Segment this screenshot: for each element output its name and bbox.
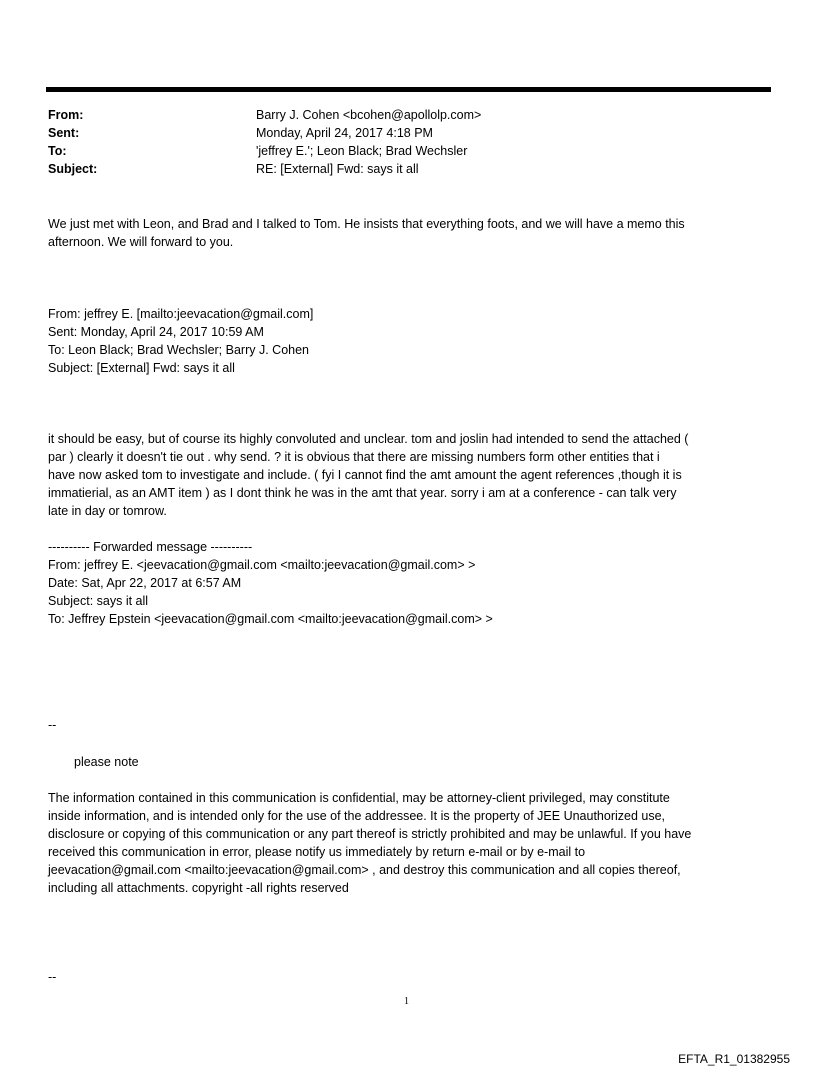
to-row — [48, 142, 768, 160]
subject-value: RE: [External] Fwd: says it all — [256, 162, 419, 176]
quoted-body-line: have now asked tom to investigate and include. ( fyi I cannot find the amt amount the agent references ,though it is — [48, 468, 682, 482]
subject-label: Subject: — [48, 162, 98, 176]
disclaimer-line: including all attachments. copyright -all rights reserved — [48, 881, 349, 895]
quoted-header — [48, 305, 768, 377]
quoted-from: From: jeffrey E. [mailto:jeevacation@gmail.com] — [48, 307, 314, 321]
forwarded-banner: ---------- Forwarded message ---------- — [48, 540, 253, 554]
disclaimer-line: received this communication in error, please notify us immediately by return e-mail or by e-mail to — [48, 845, 586, 859]
sent-value: Monday, April 24, 2017 4:18 PM — [256, 126, 433, 140]
to-value: 'jeffrey E.'; Leon Black; Brad Wechsler — [256, 144, 468, 158]
please-note: please note — [74, 755, 139, 769]
quoted-body-line: par ) clearly it doesn't tie out . why send. ? it is obvious that there are missing numbers form other entities that i — [48, 450, 660, 464]
forwarded-message — [48, 538, 768, 628]
sent-label: Sent: — [48, 126, 80, 140]
reply-line: We just met with Leon, and Brad and I talked to Tom. He insists that everything foots, and we will have a memo this — [48, 217, 685, 231]
from-row — [48, 106, 768, 124]
disclaimer-line: disclosure or copying of this communication or any part thereof is strictly prohibited and may be unlawful. If you have — [48, 827, 692, 841]
disclaimer-line: jeevacation@gmail.com <mailto:jeevacation@gmail.com> , and destroy this communication and all copies thereof, — [48, 863, 681, 877]
forwarded-to: To: Jeffrey Epstein <jeevacation@gmail.com <mailto:jeevacation@gmail.com> > — [48, 612, 493, 626]
bates-stamp: EFTA_R1_01382955 — [678, 1052, 790, 1066]
page-number: 1 — [404, 996, 409, 1007]
from-value: Barry J. Cohen <bcohen@apollolp.com> — [256, 108, 482, 122]
to-label: To: — [48, 144, 67, 158]
from-label: From: — [48, 108, 84, 122]
quoted-body-line: it should be easy, but of course its highly convoluted and unclear. tom and joslin had intended to send the attached ( — [48, 432, 689, 446]
disclaimer-line: The information contained in this communication is confidential, may be attorney-client privileged, may constitute — [48, 791, 670, 805]
disclaimer-line: inside information, and is intended only for the use of the addressee. It is the property of JEE Unauthorized use, — [48, 809, 666, 823]
subject-row — [48, 160, 768, 178]
quoted-subject: Subject: [External] Fwd: says it all — [48, 361, 235, 375]
quoted-body — [48, 430, 768, 520]
signature-separator: -- — [48, 970, 57, 984]
reply-body — [48, 215, 768, 251]
quoted-to: To: Leon Black; Brad Wechsler; Barry J. Cohen — [48, 343, 309, 357]
header-rule — [46, 87, 771, 92]
quoted-body-line: immatierial, as an AMT item ) as I dont think he was in the amt that year. sorry i am at a conference - can talk very — [48, 486, 677, 500]
quoted-body-line: late in day or tomrow. — [48, 504, 167, 518]
sent-row — [48, 124, 768, 142]
signature-separator: -- — [48, 718, 57, 732]
quoted-sent: Sent: Monday, April 24, 2017 10:59 AM — [48, 325, 264, 339]
disclaimer — [48, 789, 768, 897]
forwarded-from: From: jeffrey E. <jeevacation@gmail.com <mailto:jeevacation@gmail.com> > — [48, 558, 476, 572]
forwarded-subject: Subject: says it all — [48, 594, 149, 608]
reply-line: afternoon. We will forward to you. — [48, 235, 234, 249]
forwarded-date: Date: Sat, Apr 22, 2017 at 6:57 AM — [48, 576, 242, 590]
